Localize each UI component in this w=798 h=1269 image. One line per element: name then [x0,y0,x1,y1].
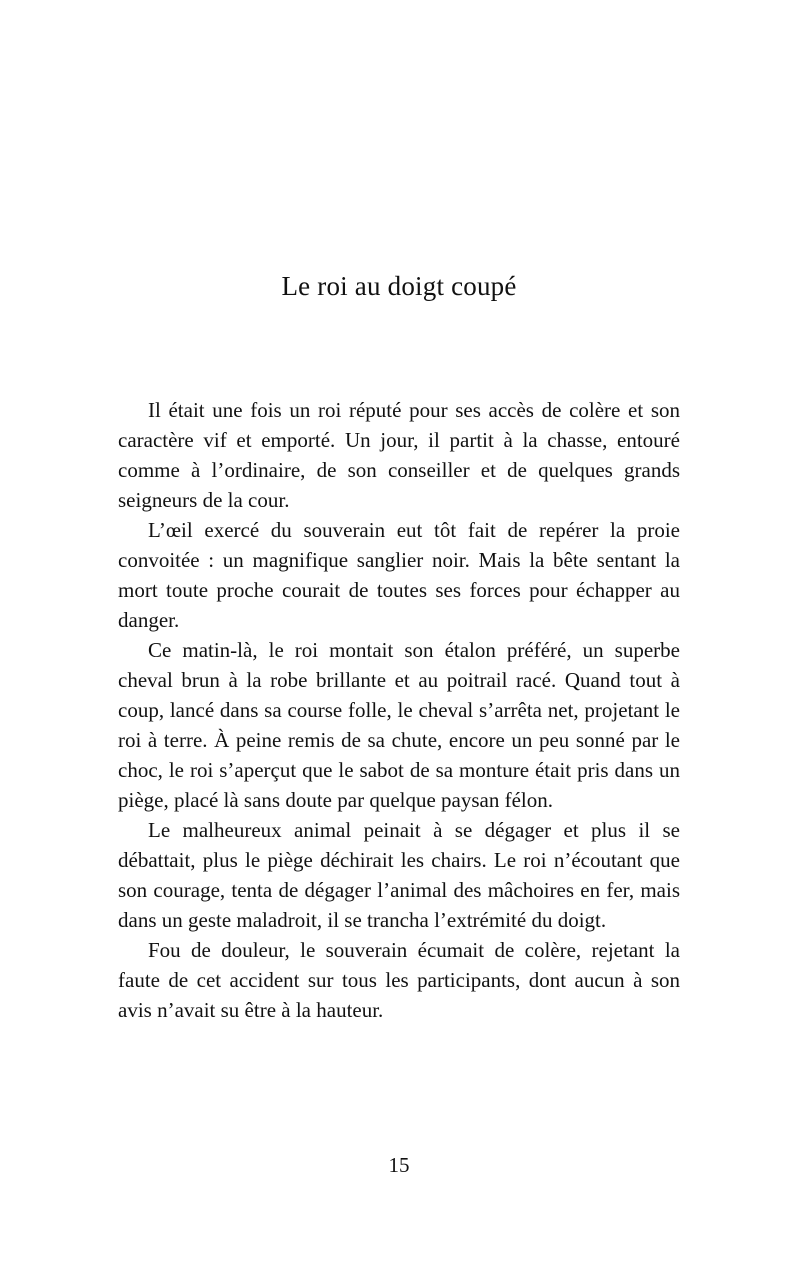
chapter-title: Le roi au doigt coupé [281,271,517,301]
body-text [118,395,680,1025]
paragraph: L’œil exercé du souverain eut tôt fait de repérer la proie convoitée : un magnifique sanglier noir. Mais la bête sentant la mort toute proche courait de toutes ses forces pour échapper au danger. [118,518,680,632]
paragraph: Il était une fois un roi réputé pour ses accès de colère et son caractère vif et emporté. Un jour, il partit à la chasse, entouré comme à l’ordinaire, de son conseiller et de quelques grands seigneurs de la cour. [118,398,680,512]
paragraph: Ce matin-là, le roi montait son étalon préféré, un superbe cheval brun à la robe brillante et au poitrail racé. Quand tout à coup, lancé dans sa course folle, le cheval s’arrêta net, projetant le roi à terre. À peine remis de sa chute, encore un peu sonné par le choc, le roi s’aperçut que le sabot de sa monture était pris dans un piège, placé là sans doute par quelque paysan félon. [118,638,680,812]
page-number: 15 [388,1153,410,1177]
paragraph: Le malheureux animal peinait à se dégager et plus il se débattait, plus le piège déchirait les chairs. Le roi n’écoutant que son courage, tenta de dégager l’animal des mâchoires en fer, mais dans un geste maladroit, il se trancha l’extrémité du doigt. [118,818,680,932]
paragraph: Fou de douleur, le souverain écumait de colère, rejetant la faute de cet accident sur tous les participants, dont aucun à son avis n’avait su être à la hauteur. [118,938,680,1022]
